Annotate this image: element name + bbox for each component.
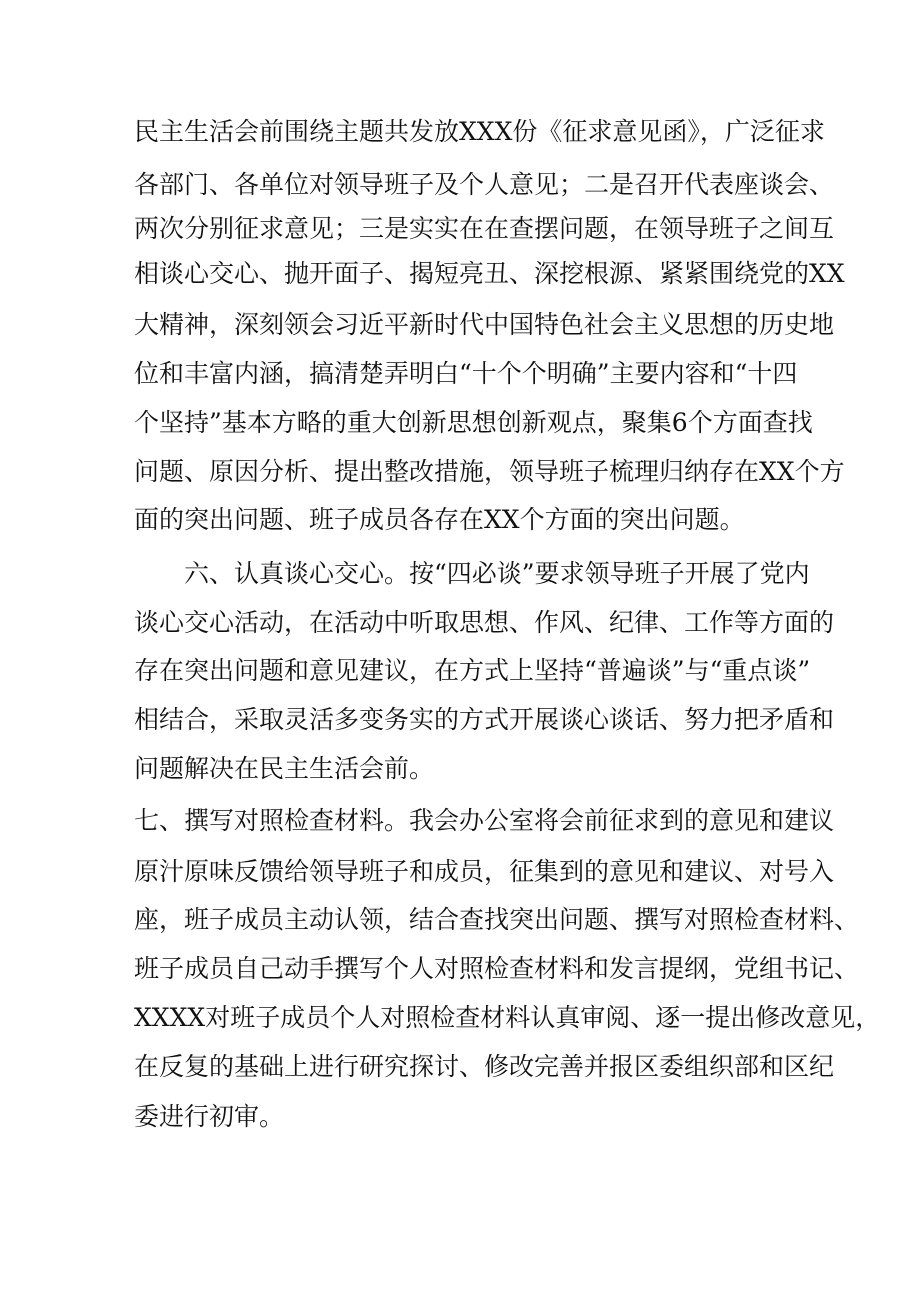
text-line-10 [0, 554, 920, 594]
line-text: 个坚持”基本方略的重大创新思想创新观点，聚集6个方面查找 [134, 408, 813, 437]
line-text: 存在突出问题和意见建议，在方式上坚持“普遍谈”与“重点谈” [134, 656, 811, 685]
line-text: 问题解决在民主生活会前。 [134, 754, 435, 783]
line-text: 七、撰写对照检查材料。我会办公室将会前征求到的意见和建议 [134, 806, 835, 835]
line-text: 座，班子成员主动认领，结合查找突出问题、撰写对照检查材料、 [134, 905, 860, 934]
text-line-3 [0, 209, 920, 249]
text-line-16 [0, 852, 920, 892]
line-text: 原汁原味反馈给领导班子和成员，征集到的意见和建议、对号入 [134, 857, 835, 886]
text-line-2 [0, 165, 920, 205]
line-text: 相结合，采取灵活多变务实的方式开展谈心谈话、努力把矛盾和 [134, 705, 835, 734]
line-text: 位和丰富内涵，搞清楚弄明白“十个个明确”主要内容和“十四 [134, 359, 798, 388]
text-line-11 [0, 603, 920, 643]
text-line-19 [0, 998, 920, 1038]
text-line-21 [0, 1097, 920, 1137]
text-line-1 [0, 112, 920, 152]
text-line-17 [0, 900, 920, 940]
text-line-7 [0, 403, 920, 443]
text-line-6 [0, 354, 920, 394]
text-line-4 [0, 254, 920, 294]
line-text: 谈心交心活动，在活动中听取思想、作风、纪律、工作等方面的 [134, 608, 835, 637]
line-text: 班子成员自己动手撰写个人对照检查材料和发言提纲，党组书记、 [134, 954, 860, 983]
line-text: XXXX对班子成员个人对照检查材料认真审阅、逐一提出修改意见， [134, 1003, 881, 1032]
line-text: 相谈心交心、抛开面子、揭短亮丑、深挖根源、紧紧围绕党的XX [134, 259, 845, 288]
text-line-13 [0, 700, 920, 740]
text-line-14 [0, 749, 920, 789]
line-text: 各部门、各单位对领导班子及个人意见；二是召开代表座谈会、 [134, 170, 835, 199]
line-text: 委进行初审。 [134, 1102, 285, 1131]
line-text: 面的突出问题、班子成员各存在XX个方面的突出问题。 [134, 505, 745, 534]
text-line-15 [0, 801, 920, 841]
line-text: 大精神，深刻领会习近平新时代中国特色社会主义思想的历史地 [134, 310, 835, 339]
text-line-9 [0, 500, 920, 540]
line-text: 在反复的基础上进行研究探讨、修改完善并报区委组织部和区纪 [134, 1052, 835, 1081]
text-line-12 [0, 651, 920, 691]
line-text: 民主生活会前围绕主题共发放XXX份《征求意见函》，广泛征求 [134, 117, 825, 146]
line-text: 问题、原因分析、提出整改措施，领导班子梳理归纳存在XX个方 [134, 457, 845, 486]
text-line-20 [0, 1047, 920, 1087]
text-line-18 [0, 949, 920, 989]
text-line-5 [0, 305, 920, 345]
text-line-8 [0, 452, 920, 492]
line-text: 六、认真谈心交心。按“四必谈”要求领导班子开展了党内 [184, 559, 810, 588]
line-text: 两次分别征求意见；三是实实在在查摆问题，在领导班子之间互 [134, 214, 835, 243]
